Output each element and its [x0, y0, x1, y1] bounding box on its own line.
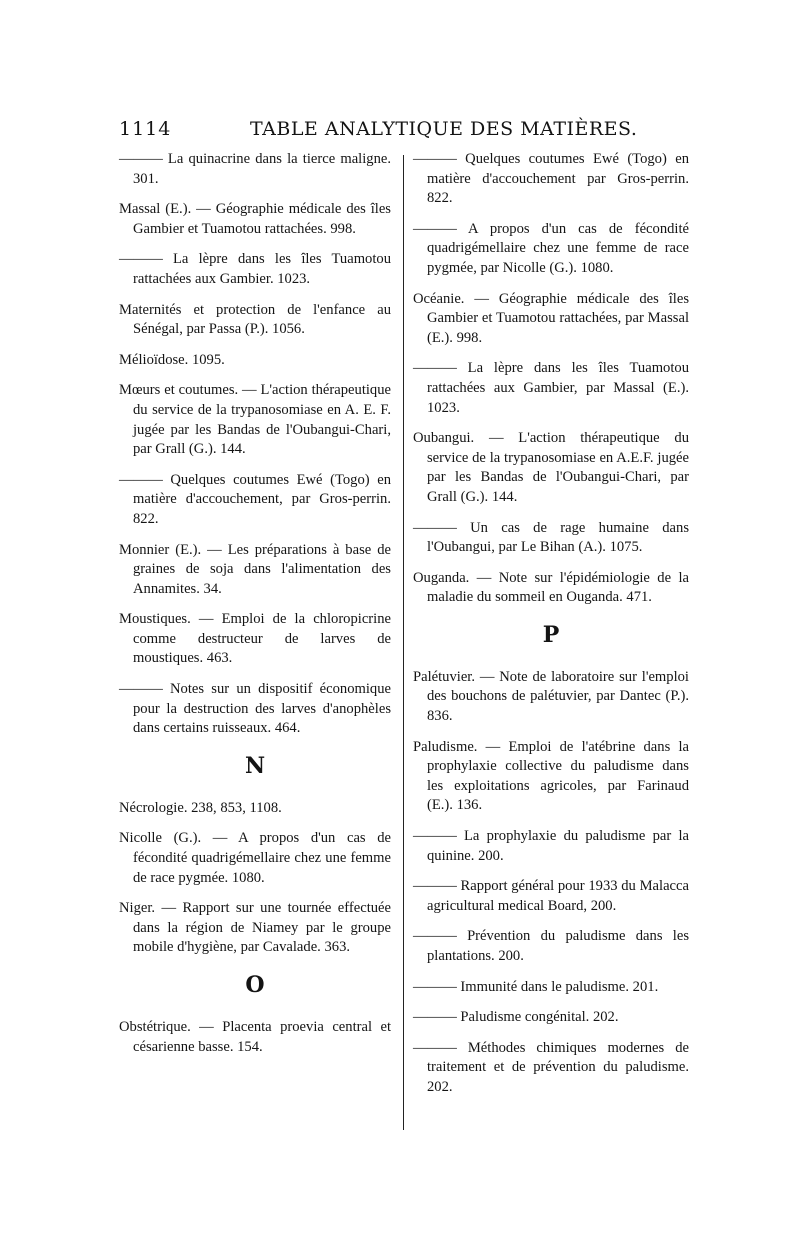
- index-entry: ——— La prophylaxie du paludisme par la quinine. 200.: [413, 828, 689, 864]
- index-entry: ——— Quelques coutumes Ewé (Togo) en matière d'accouchement par Gros-perrin. 822.: [413, 151, 689, 207]
- index-entry: Palétuvier. — Note de laboratoire sur l'emploi des bouchons de palétuvier, par Dantec (P.). 836.: [413, 668, 689, 725]
- index-entry: Oubangui. — L'action thérapeutique du service de la trypanosomiase en A.E.F. jugée par les Bandas de l'Oubangui-Chari, par Grall (G.). 144.: [413, 430, 689, 505]
- index-entry: Mœurs et coutumes. — L'action thérapeutique du service de la trypanosomiase en A. E. F. jugée par les Bandas de l'Oubangui-Chari, par Grall (G.). 144.: [119, 382, 391, 458]
- index-entry: ——— Paludisme congénital. 202.: [413, 1009, 619, 1026]
- index-entry: ——— La quinacrine dans la tierce maligne. 301.: [119, 151, 391, 187]
- index-entry: ——— Quelques coutumes Ewé (Togo) en matière d'accouchement, par Gros-perrin. 822.: [119, 471, 391, 527]
- index-entry: ——— Rapport général pour 1933 du Malacca agricultural medical Board, 200.: [413, 878, 689, 914]
- section-letter-n: N: [244, 752, 266, 779]
- left-column: [119, 150, 391, 1068]
- index-entry: ——— Prévention du paludisme dans les plantations. 200.: [413, 928, 689, 964]
- index-entry: Monnier (E.). — Les préparations à base de graines de soja dans l'alimentation des Annamites. 34.: [119, 541, 391, 597]
- page-header: [0, 118, 800, 144]
- index-entry: Obstétrique. — Placenta proevia central et césarienne basse. 154.: [119, 1019, 391, 1055]
- index-entry: Moustiques. — Emploi de la chloropicrine comme destructeur de larves de moustiques. 463.: [119, 611, 391, 667]
- column-divider: [403, 155, 404, 1130]
- index-entry: Nicolle (G.). — A propos d'un cas de fécondité quadrigémellaire chez une femme de race pygmée. 1080.: [119, 830, 391, 886]
- section-letter-o: O: [245, 972, 265, 998]
- index-entry: ——— Un cas de rage humaine dans l'Oubangui, par Le Bihan (A.). 1075.: [413, 519, 689, 556]
- index-entry: Ouganda. — Note sur l'épidémiologie de la maladie du sommeil en Ouganda. 471.: [413, 569, 689, 606]
- index-entry: ——— A propos d'un cas de fécondité quadrigémellaire chez une femme de race pygmée, par Nicolle (G.). 1080.: [413, 220, 689, 276]
- index-entry: Massal (E.). — Géographie médicale des îles Gambier et Tuamotou rattachées. 998.: [119, 201, 391, 237]
- index-entry: Mélioïdose. 1095.: [119, 351, 225, 368]
- running-title: TABLE ANALYTIQUE DES MATIÈRES.: [250, 118, 638, 140]
- index-entry: ——— Méthodes chimiques modernes de traitement et de prévention du paludisme. 202.: [413, 1039, 689, 1095]
- section-letter-p: P: [542, 621, 560, 648]
- index-entry: ——— Immunité dans le paludisme. 201.: [413, 978, 659, 995]
- index-entry: Niger. — Rapport sur une tournée effectuée dans la région de Niamey par le groupe mobile d'hygiène, par Cavalade. 363.: [119, 900, 391, 956]
- index-entry: ——— Notes sur un dispositif économique pour la destruction des larves d'anophèles dans certains ruisseaux. 464.: [119, 681, 391, 737]
- index-entry: Paludisme. — Emploi de l'atébrine dans la prophylaxie collective du paludisme dans les exploitations agricoles, par Farinaud (E.). 136.: [413, 738, 689, 814]
- index-entry: Océanie. — Géographie médicale des îles Gambier et Tuamotou rattachées, par Massal (E.). 998.: [413, 290, 689, 346]
- index-entry: Maternités et protection de l'enfance au Sénégal, par Passa (P.). 1056.: [119, 301, 391, 338]
- index-entry: ——— La lèpre dans les îles Tuamotou rattachées aux Gambier. 1023.: [119, 251, 391, 287]
- right-column: [413, 150, 689, 1109]
- index-entry: Nécrologie. 238, 853, 1108.: [119, 799, 282, 816]
- page-number: 1114: [119, 118, 172, 140]
- index-entry: ——— La lèpre dans les îles Tuamotou rattachées aux Gambier, par Massal (E.). 1023.: [413, 360, 689, 416]
